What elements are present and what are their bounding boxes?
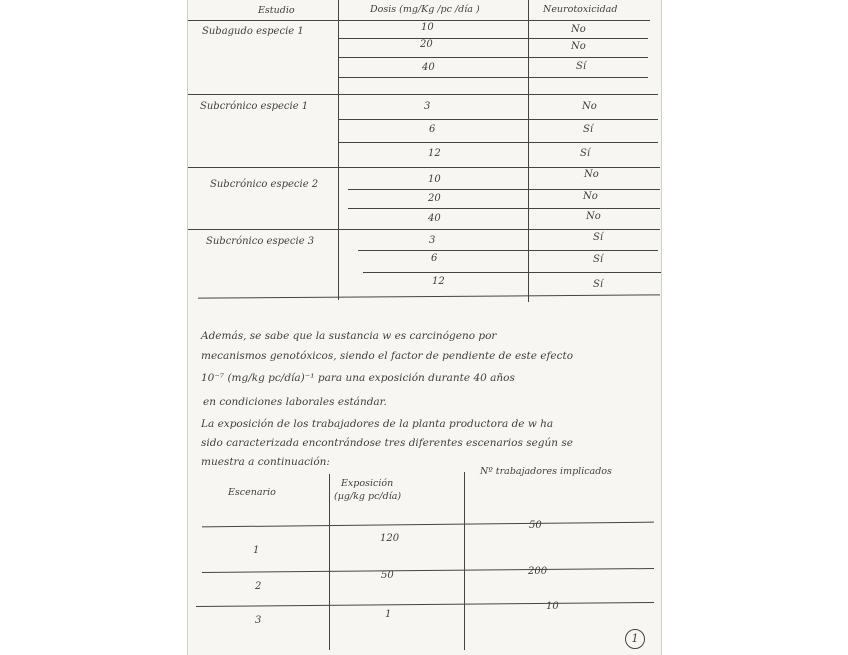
header-estudio: Estudio	[258, 5, 295, 16]
neuro-value: No	[586, 211, 601, 222]
table-rule	[202, 522, 654, 528]
table-rule	[196, 602, 654, 607]
neuro-value: Sí	[593, 232, 604, 243]
table-rule	[188, 20, 650, 21]
table-rule	[348, 189, 660, 190]
exposure-value: 1	[385, 609, 392, 620]
dose-value: 20	[428, 193, 441, 204]
neuro-value: Sí	[580, 148, 591, 159]
study-label: Subcrónico especie 2	[210, 179, 319, 190]
neurotoxicity-table	[188, 0, 661, 300]
scenario-value: 2	[255, 581, 262, 592]
header-dosis: Dosis (mg/Kg /pc /día )	[370, 4, 480, 15]
table-rule	[338, 142, 658, 143]
paragraph-line: La exposición de los trabajadores de la planta productora de w ha	[201, 418, 554, 430]
neuro-value: No	[571, 41, 586, 52]
neuro-value: No	[583, 191, 598, 202]
dose-value: 20	[420, 39, 433, 50]
table-rule	[188, 167, 660, 168]
table-rule	[363, 272, 661, 273]
workers-value: 50	[529, 520, 542, 531]
neuro-value: No	[584, 169, 599, 180]
notebook-page	[187, 0, 662, 655]
table-rule	[338, 77, 648, 78]
table-rule	[348, 208, 660, 209]
dose-value: 12	[428, 148, 441, 159]
table-rule	[188, 229, 660, 230]
table-rule	[338, 57, 648, 58]
neuro-value: Sí	[593, 279, 604, 290]
neuro-value: Sí	[583, 124, 594, 135]
table-rule	[338, 38, 648, 39]
dose-value: 6	[431, 253, 438, 264]
workers-value: 200	[528, 566, 548, 577]
header-escenario: Escenario	[228, 487, 276, 498]
study-label: Subagudo especie 1	[202, 26, 304, 37]
dose-value: 10	[428, 174, 441, 185]
dose-value: 40	[428, 213, 441, 224]
exposure-value: 50	[381, 570, 394, 581]
dose-value: 40	[422, 62, 435, 73]
study-label: Subcrónico especie 1	[200, 101, 309, 112]
header-neurotoxicidad: Neurotoxicidad	[543, 4, 618, 15]
workers-value: 10	[546, 601, 559, 612]
paragraph-line: muestra a continuación:	[201, 456, 330, 468]
dose-value: 3	[424, 101, 431, 112]
scenario-value: 1	[253, 545, 260, 556]
header-exposicion-units: (µg/kg pc/día)	[334, 491, 402, 502]
dose-value: 12	[432, 276, 445, 287]
header-exposicion: Exposición	[341, 478, 394, 489]
table-divider	[338, 0, 339, 300]
dose-value: 10	[421, 22, 434, 33]
exposure-scenarios-table	[188, 460, 661, 650]
table-divider	[329, 474, 330, 650]
paragraph-line: mecanismos genotóxicos, siendo el factor de pendiente de este efecto	[201, 350, 574, 362]
paragraph-line: en condiciones laborales estándar.	[203, 396, 387, 408]
paragraph-line: Además, se sabe que la sustancia w es carcinógeno por	[201, 330, 497, 342]
table-rule	[358, 250, 658, 251]
scenario-value: 3	[255, 615, 262, 626]
table-rule	[198, 294, 660, 298]
dose-value: 6	[429, 124, 436, 135]
neuro-value: Sí	[576, 61, 587, 72]
header-trabajadores: Nº trabajadores implicados	[480, 466, 612, 477]
paragraph-line: sido caracterizada encontrándose tres diferentes escenarios según se	[201, 437, 573, 449]
table-rule	[338, 119, 658, 120]
neuro-value: Sí	[593, 254, 604, 265]
table-divider	[528, 0, 529, 302]
exposure-value: 120	[380, 533, 400, 544]
table-divider	[464, 472, 465, 650]
table-rule	[202, 568, 654, 573]
study-label: Subcrónico especie 3	[206, 236, 315, 247]
neuro-value: No	[571, 24, 586, 35]
neuro-value: No	[582, 101, 597, 112]
table-rule	[188, 94, 658, 95]
page-number: 1	[625, 629, 645, 649]
paragraph-line: 10⁻⁷ (mg/kg pc/día)⁻¹ para una exposición durante 40 años	[201, 372, 515, 384]
dose-value: 3	[429, 235, 436, 246]
